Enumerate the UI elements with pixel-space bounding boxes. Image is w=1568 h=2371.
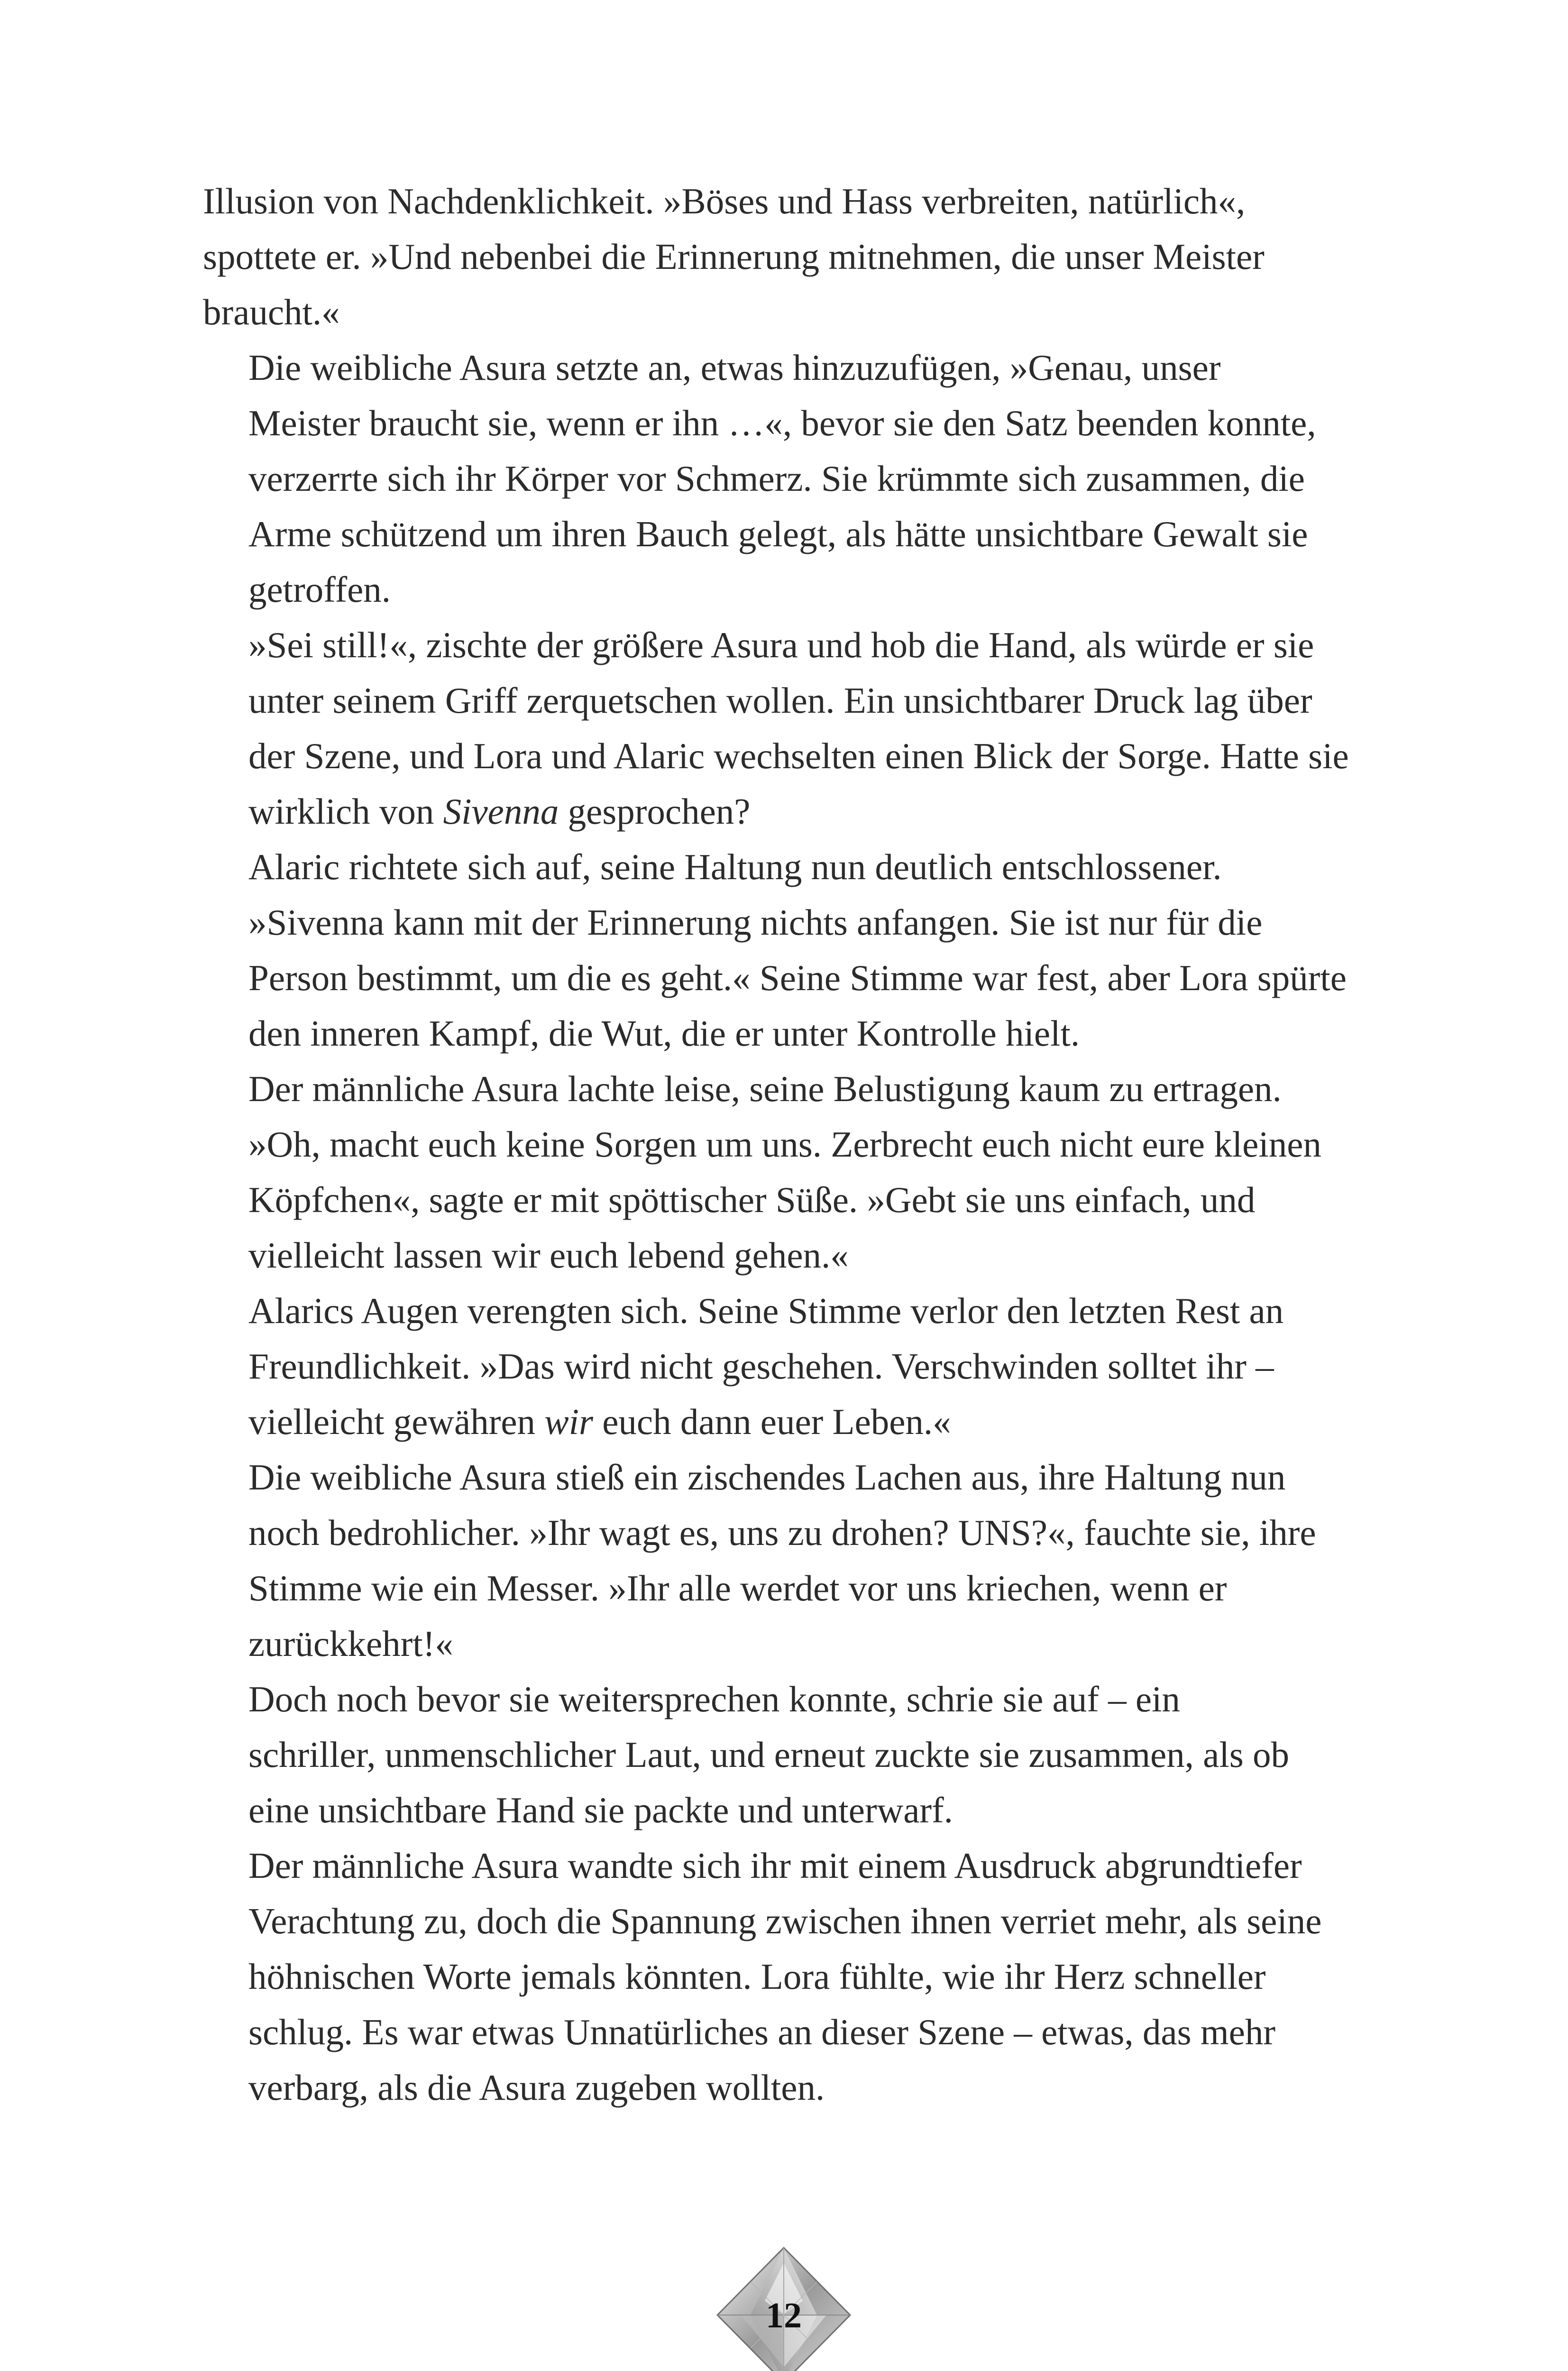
- text-line: eine unsichtbare Hand sie packte und unterwarf.: [248, 1790, 953, 1830]
- text-line: Der männliche Asura lachte leise, seine Belustigung kaum zu ertragen.: [248, 1068, 1282, 1109]
- paragraph: [203, 174, 1360, 340]
- paragraph: [203, 1283, 1360, 1450]
- paragraph: [203, 839, 1360, 1061]
- text-line: Alarics Augen verengten sich. Seine Stimme verlor den letzten Rest an: [248, 1290, 1284, 1331]
- text-line: höhnischen Worte jemals könnten. Lora fühlte, wie ihr Herz schneller: [248, 1956, 1266, 1997]
- emphasis: wir: [544, 1401, 593, 1442]
- paragraph: [203, 1838, 1360, 2115]
- text-line: vielleicht lassen wir euch lebend gehen.«: [248, 1235, 849, 1276]
- paragraph: [203, 617, 1360, 839]
- text-line: Köpfchen«, sagte er mit spöttischer Süße. »Gebt sie uns einfach, und: [248, 1179, 1256, 1220]
- text-line: wirklich von Sivenna gesprochen?: [248, 791, 751, 832]
- paragraph: [203, 1061, 1360, 1283]
- text-line: Stimme wie ein Messer. »Ihr alle werdet vor uns kriechen, wenn er: [248, 1568, 1227, 1608]
- text-line: Freundlichkeit. »Das wird nicht geschehen. Verschwinden solltet ihr –: [248, 1346, 1274, 1387]
- paragraph: [203, 340, 1360, 617]
- text-line: noch bedrohlicher. »Ihr wagt es, uns zu drohen? UNS?«, fauchte sie, ihre: [248, 1512, 1316, 1553]
- page-number: 12: [766, 2296, 802, 2335]
- paragraph: [203, 1672, 1360, 1838]
- text-line: getroffen.: [248, 569, 391, 610]
- text-line: Person bestimmt, um die es geht.« Seine Stimme war fest, aber Lora spürte: [248, 957, 1347, 998]
- text-line: Doch noch bevor sie weitersprechen konnte, schrie sie auf – ein: [248, 1679, 1180, 1719]
- text-line: verbarg, als die Asura zugeben wollten.: [248, 2067, 825, 2108]
- text-line: der Szene, und Lora und Alaric wechselten einen Blick der Sorge. Hatte sie: [248, 735, 1349, 776]
- text-line: Die weibliche Asura setzte an, etwas hinzuzufügen, »Genau, unser: [248, 347, 1221, 388]
- text-line: Verachtung zu, doch die Spannung zwischen ihnen verriet mehr, als seine: [248, 1901, 1322, 1941]
- text-line: Meister braucht sie, wenn er ihn …«, bevor sie den Satz beenden konnte,: [248, 403, 1316, 443]
- text-line: schlug. Es war etwas Unnatürliches an dieser Szene – etwas, das mehr: [248, 2012, 1276, 2052]
- text-line: schriller, unmenschlicher Laut, und erneut zuckte sie zusammen, als ob: [248, 1734, 1289, 1775]
- body-text: [203, 174, 1360, 2115]
- paragraph: [203, 1450, 1360, 1672]
- emphasis: Sivenna: [443, 791, 559, 832]
- text-line: Die weibliche Asura stieß ein zischendes Lachen aus, ihre Haltung nun: [248, 1457, 1286, 1498]
- text-line: spottete er. »Und nebenbei die Erinnerung mitnehmen, die unser Meister: [203, 236, 1265, 277]
- text-line: unter seinem Griff zerquetschen wollen. Ein unsichtbarer Druck lag über: [248, 680, 1312, 721]
- text-line: zurückkehrt!«: [248, 1623, 453, 1664]
- text-line: Illusion von Nachdenklichkeit. »Böses und Hass verbreiten, natürlich«,: [203, 181, 1246, 221]
- text-line: »Oh, macht euch keine Sorgen um uns. Zerbrecht euch nicht eure kleinen: [248, 1124, 1321, 1165]
- text-line: »Sei still!«, zischte der größere Asura und hob die Hand, als würde er sie: [248, 625, 1314, 665]
- text-line: Arme schützend um ihren Bauch gelegt, als hätte unsichtbare Gewalt sie: [248, 514, 1308, 554]
- text-line: den inneren Kampf, die Wut, die er unter Kontrolle hielt.: [248, 1013, 1080, 1054]
- text-line: verzerrte sich ihr Körper vor Schmerz. Sie krümmte sich zusammen, die: [248, 458, 1305, 499]
- text-line: Der männliche Asura wandte sich ihr mit einem Ausdruck abgrundtiefer: [248, 1845, 1302, 1886]
- text-line: Alaric richtete sich auf, seine Haltung nun deutlich entschlossener.: [248, 846, 1222, 887]
- text-line: vielleicht gewähren wir euch dann euer Leben.«: [248, 1401, 951, 1442]
- text-line: braucht.«: [203, 292, 340, 332]
- text-line: »Sivenna kann mit der Erinnerung nichts anfangen. Sie ist nur für die: [248, 902, 1263, 943]
